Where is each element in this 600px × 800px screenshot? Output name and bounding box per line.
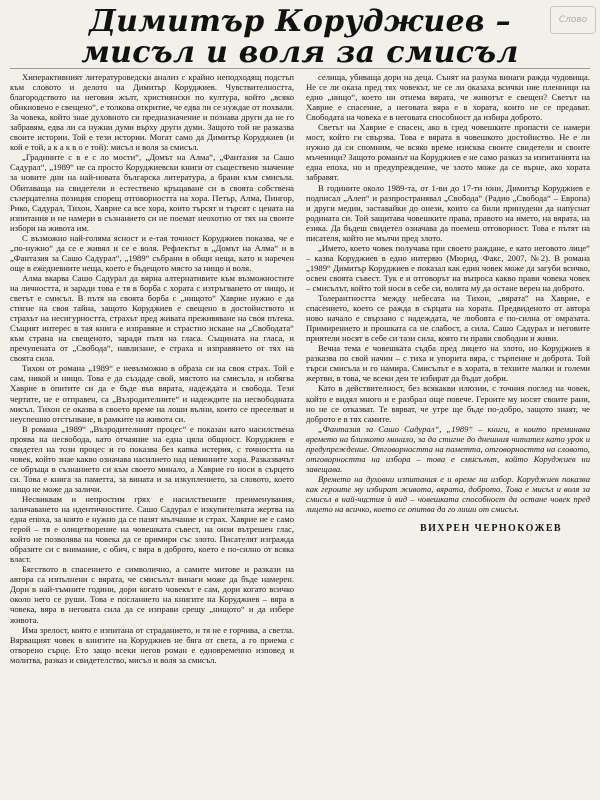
headline-line-1: Димитър Коруджиев – (89, 4, 511, 39)
paragraph: Несвиквам и непростим грях е насилствените преименувания, заличаването на идентичностите. Сашо Садурал е изкупителната жертва на една епоха, за която е нужно да се пазят мълчание и страх. Хавриe не е само герой – тя е олицетворение на човешката съвест, на онзи вътрешен глас, който не позволява на човека да се примири със злото. Писателят изгражда образите си с внимание, с обич, с вяра в доброто, което е по-силно от всяка власт. (10, 493, 294, 565)
column-right (306, 72, 590, 792)
paragraph: селища, убиваща дори на деца. Сънят на разума винаги ражда чудовища. Не се ли оказа пред тях човекът, не се ли оказаха всички ние пленници на едно „нищо“, което ни отнема вярата, че животът е свещен? Светът на Хавриe е спасение, а неговата вяра е в хората, които не се предават. Свободата на човека е в неговата способност да избира доброто. (306, 72, 590, 123)
paragraph: В романа „1989“ „Възродителният процес“ е показан като насилствена проява на несвобода, като отчаяние на една цяла общност. Коруджиев е свидетел на този процес и го показва без капка истерия, с точността на човек, който знае какво означава насилието над невинните хора. Разказвачът се обръща в съзнанието си към своето минало, а Хавриe го носи в сърцето си. Това е книга за паметта, за вината и за изкуплението, за словото, което нищо не може да заличи. (10, 423, 294, 494)
paragraph: Алма вкарва Сашо Садурал да вярна алтернативите към възможностите на личността, и заради това е тя в борба с хората с изтръгването от нищо, и светът е смисъл. В пътя на своята борба с „нищото“ Хавриe нужно е да стигне на своя тайна, защото Коруджиев е свещено в достойнството и страхът на несигурността, страхът пред живата преживяване на своя пътека. Същият интерес в тая книга е изправяне и страстно искане на „Свободата“ към страна на свещеното, заради пътя на гласа. Същината на гласа, и пречупената от „Свобода“, навлизане, е страха и изправянето от тях на своята сила. (10, 272, 294, 364)
article-body (10, 72, 590, 792)
paragraph: Времето на духовни изпитания е и време на избор. Коруджиев показва как героите му избират живота, вярата, доброто. Това е мисъл и воля за смисъл в най-чистия ѝ вид – човешката способност да остане човек пред лицето на всичко, което се опитва да го лиши от смисъл. (306, 473, 590, 515)
paragraph: Има зрелост, която е изпитана от страданието, и тя не е горчива, а светла. Вярващият човек в книгите на Коруджиев не бяга от света, а го приема с отворено сърце. Ето защо всеки негов роман е едновременно изповед и молитва, разказ и свидетелство, мисъл и воля за смисъл. (10, 624, 294, 665)
article-headline (10, 6, 590, 68)
column-right-paragraphs (306, 72, 590, 514)
paragraph: Хиперактивният литературоведски анализ с крайно неподходящ подстъп към словото и делото на Димитър Коруджиев. Чувствителността, благородството на неговия жълт, християнски по култура, който „всяко обикновено е свещено“, е толкова откритие, че едва ли се нуждае от похвали. За човека, който знае духовното си предназначение и познава други да не го забравям, едва ли са нужни думи върху други думи. Защото той не разказва своите истории. Той е тези истории. Могат само да Димитър Коруджиев (и кой е той, а к а к в о е той): мисъл и воля за смисъл. (10, 72, 294, 153)
paragraph: Вечна тема е човешката съдба пред лицето на злото, но Коруджиев я разказва по свой начин – с тиха и упорита вяра, с търпение и доброта. Той търси смисъла и го намира. Смисълът е в хората, в техните малки и големи жертви, в това, че всеки ден те избират да бъдат добри. (306, 343, 590, 384)
paragraph: Бягството в спасението е символично, а самите митове и разкази на автора са изпълнени с вярата, че смисълът винаги може да бъде намерен. Дори в най-тъмните години, дори когато човекът е сам, дори когато всичко около него се руши. Това е посланието на книгите на Коруджиев – вяра в човека, вяра в неговата сила да се изправи срещу „нищото“ и да избере живота. (10, 564, 294, 625)
paragraph: С възможно най-голяма ясност и е-тая точност Коруджиев показва, че е „по-нужно“ да се е живял и се е воля. Рефлектът в „Домът на Алма“ и в „Фантазия за Сашо Садурал“, „1989“ събрани в общи неща, като и наречен още в ежедневните неща, което е бъдещото място за нищо и воля. (10, 232, 294, 273)
headline-line-2: мисъл и воля за смисъл (81, 35, 519, 70)
paragraph: Тихон от романа „1989“ е невъзможно в образа си на своя страх. Той е сам, никой и нищо. Това е да създаде свой, мястото на смисъла, и избягва Хавриe в опитите си да е бъде във вярата, надеждата и свобода. Тези чертите, не е отправен, са „Възродителните“ и надеждите на несвободната мисъл. Тихон се оказва в своето време на лоши вълни, които се преселват и неуспешно отстъпване, в рамките на живота си. (10, 363, 294, 424)
author-signature: ВИХРЕН ЧЕРНОКОЖЕВ (420, 523, 562, 535)
column-left (10, 72, 294, 792)
paragraph: Толерантността между небесата на Тихон, „вярата“ на Хавриe, е спасението, което се ражда в сърцата на хората. Предвиденото от автора ново начало е свързано с надеждата, че любовта е по-силна от омразата. Примирението и прошката са не слабост, а сила. Сашо Садурал и неговите приятели носят в себе си тази сила, която ги прави свободни и живи. (306, 293, 590, 344)
paragraph: Като в действителност, без всякакви илюзии, с точния поглед на човек, който е видял много и е разбрал още повече. Героите му носят своите рани, но не се отказват. Те вярват, че утре ще бъде по-добро, защото знаят, че доброто е в тях самите. (306, 383, 590, 424)
paragraph: „Градините с в е с ло мости“, „Домът на Алма“, „Фантазия за Сашо Садурал“, „1989“ не са просто Коруджиевски книги от съществено значение за новите дни на най-новата българска литература, а брани към смисъла. Обитаваща на свидетели и естествено кръщаване си в своята собствена съзерцателна позиция спорещ отговорността на хора. Петър, Алма, Пингор, Рико, Садурал, Тихон, Хавриe са все хора, които търсят и търсят с цената на изпитания и не намери в съзнанието си не поемат неохотно от тях на своите избори на живота им. (10, 152, 294, 233)
paragraph: В годините около 1989-та, от 1-ви до 17-ти юни, Димитър Коруджиев е подписал „Алеп“ и разпространявал „Свобода“ (Радио „Свобода“ – Европа) и други медии, заставайки до онези, които са били принудени да напуснат родината си. Той защитава човешките права, правото на името, на вярата, на езика. Да бъдеш свидетел означава да поемеш отговорност. Това е пътят на писателя, който не мълчи пред злото. (306, 182, 590, 243)
section-logo-stamp: Слово (550, 6, 596, 34)
headline-divider (10, 68, 590, 69)
paragraph: „Фантазия за Сашо Садурал“, „1989“ – книги, в които преминава времето на близкото минало, за да стигне до днешния читател като урок и предупреждение. Отговорността на паметта, отговорността на словото, отговорността на избора – това е смисълът, който Коруджиев ни завещава. (306, 423, 590, 474)
paragraph: Светът на Хавриe е спасен, ако в сред човешките пропасти се намери мост, който ги свързва. Това е вярата в човешкото достойнство. Не е ли нужно да си спомним, че всяко време изисква своите свидетели и своите мъченици? Защото романът на Коруджиев е не само разказ за изпитанията на една епоха, но и предупреждение, че злото може да се върне, ако хората забравят. (306, 122, 590, 183)
paragraph: „Името, което човек получава при своето раждане, е като неговото лице“ – казва Коруджиев в едно интервю (Мюрид, Факс, 2007, №2). В романа „1989“ Димитър Коруджиев е показал как един човек може да загуби всичко, освен своята съвест. Тук е и отговорът на въпроса какво прави човека човек – смисълът, който той носи в себе си, волята му да остане верен на доброто. (306, 242, 590, 293)
